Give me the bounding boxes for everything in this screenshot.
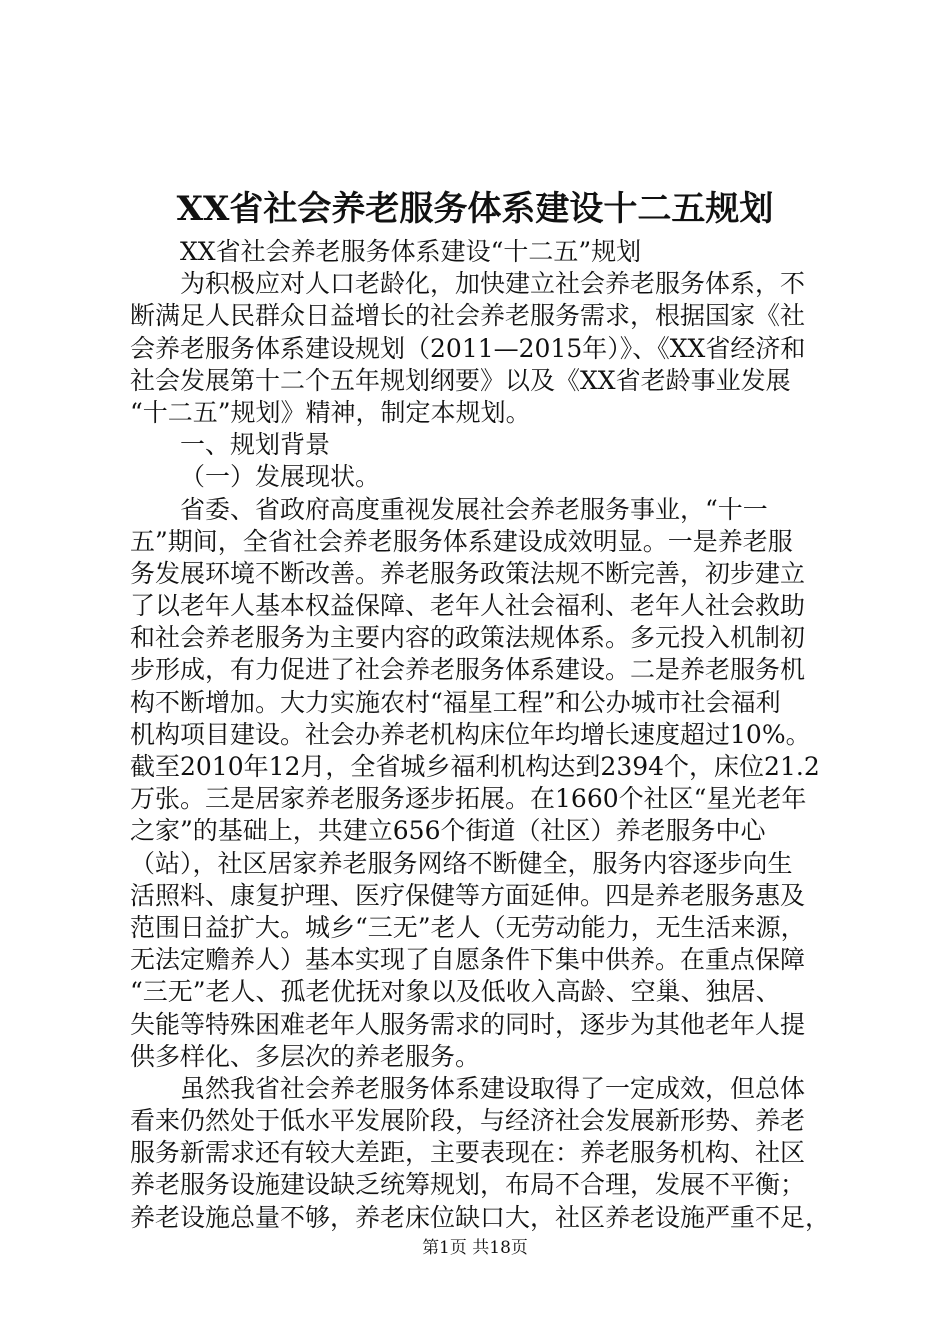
paragraph-line: “三无”老人、孤老优抚对象以及低收入高龄、空巢、独居、: [130, 977, 781, 1007]
paragraph-line: 了以老年人基本权益保障、老年人社会福利、老年人社会救助: [130, 591, 806, 621]
paragraph-line: 机构项目建设。社会办养老机构床位年均增长速度超过10%。: [130, 719, 811, 749]
subsection-heading: （一）发展现状。: [180, 462, 381, 492]
paragraph-line: 养老服务设施建设缺乏统筹规划，布局不合理，发展不平衡；: [130, 1170, 806, 1200]
paragraph-line: 步形成，有力促进了社会养老服务体系建设。二是养老服务机: [130, 655, 806, 685]
document-title: XX省社会养老服务体系建设十二五规划: [176, 189, 774, 229]
paragraph-line: 无法定赡养人）基本实现了自愿条件下集中供养。在重点保障: [130, 945, 806, 975]
paragraph-line: 万张。三是居家养老服务逐步拓展。在1660个社区“星光老年: [130, 784, 807, 814]
paragraph-line: 活照料、康复护理、医疗保健等方面延伸。四是养老服务惠及: [130, 880, 806, 910]
paragraph-line: 失能等特殊困难老年人服务需求的同时，逐步为其他老年人提: [130, 1009, 806, 1039]
subtitle-line: XX省社会养老服务体系建设“十二五”规划: [180, 237, 642, 266]
paragraph-line: 社会发展第十二个五年规划纲要》以及《XX省老龄事业发展: [130, 365, 791, 395]
page-number-footer: 第1页 共18页: [422, 1238, 528, 1258]
paragraph-line: 为积极应对人口老龄化，加快建立社会养老服务体系，不: [180, 269, 806, 299]
paragraph-line: 养老设施总量不够，养老床位缺口大，社区养老设施严重不足，: [130, 1202, 831, 1232]
paragraph-line: 省委、省政府高度重视发展社会养老服务事业，“十一: [180, 494, 768, 524]
paragraph-line: 和社会养老服务为主要内容的政策法规体系。多元投入机制初: [130, 623, 806, 653]
section-heading: 一、规划背景: [180, 430, 331, 460]
paragraph-line: 构不断增加。大力实施农村“福星工程”和公办城市社会福利: [130, 687, 781, 717]
document-body: [130, 236, 830, 1234]
paragraph-line: 服务新需求还有较大差距，主要表现在：养老服务机构、社区: [130, 1138, 806, 1168]
paragraph-line: 看来仍然处于低水平发展阶段，与经济社会发展新形势、养老: [130, 1106, 806, 1136]
paragraph-line: （站），社区居家养老服务网络不断健全，服务内容逐步向生: [130, 848, 793, 878]
paragraph-line: 会养老服务体系建设规划（2011—2015年）》、《XX省经济和: [130, 333, 806, 363]
paragraph-line: 截至2010年12月，全省城乡福利机构达到2394个，床位21.2: [130, 752, 820, 781]
paragraph-line: 范围日益扩大。城乡“三无”老人（无劳动能力，无生活来源，: [130, 912, 806, 942]
paragraph-line: 供多样化、多层次的养老服务。: [130, 1041, 481, 1071]
paragraph-line: 务发展环境不断改善。养老服务政策法规不断完善，初步建立: [130, 558, 806, 588]
paragraph-line: 断满足人民群众日益增长的社会养老服务需求，根据国家《社: [130, 301, 806, 331]
paragraph-line: 之家”的基础上，共建立656个街道（社区）养老服务中心: [130, 816, 766, 846]
paragraph-line: 虽然我省社会养老服务体系建设取得了一定成效，但总体: [180, 1073, 806, 1103]
paragraph-line: 五”期间，全省社会养老服务体系建设成效明显。一是养老服: [130, 526, 793, 556]
paragraph-line: “十二五”规划》精神，制定本规划。: [130, 397, 531, 427]
